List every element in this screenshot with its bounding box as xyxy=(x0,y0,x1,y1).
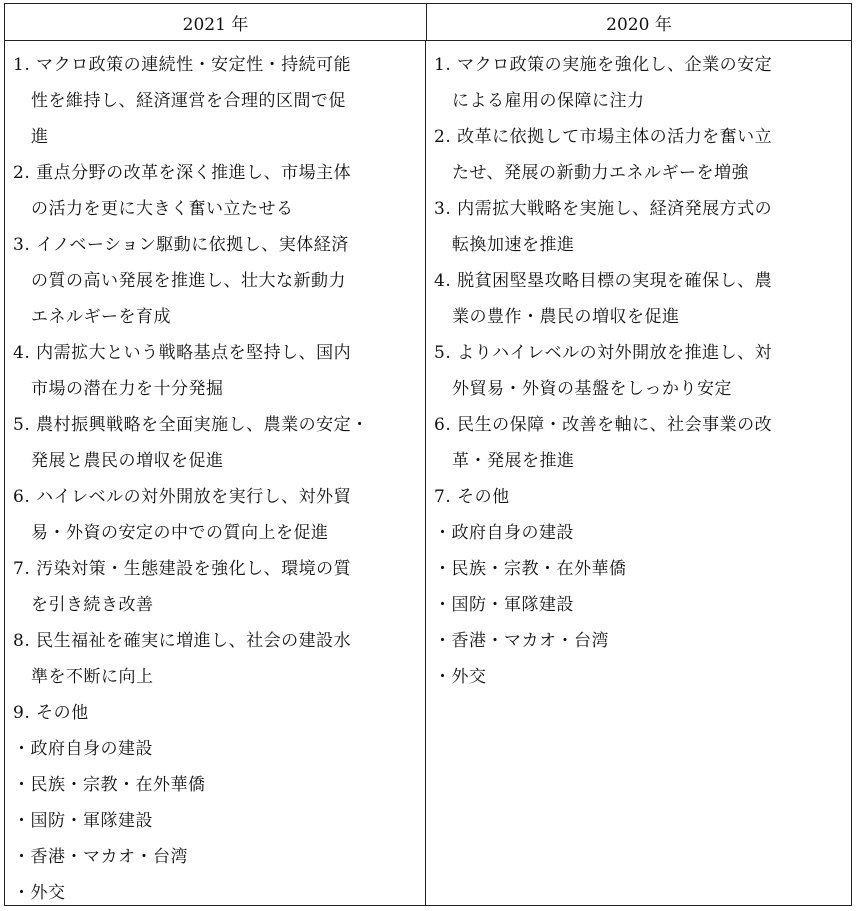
list-item-first-line: 5. よりハイレベルの対外開放を推進し、対 xyxy=(434,343,773,363)
list-item xyxy=(13,227,419,335)
list-item xyxy=(434,191,845,263)
list-item-first-line: 9. その他 xyxy=(13,703,89,723)
list-item xyxy=(434,119,845,191)
bullet-item: ・外交 xyxy=(434,667,487,687)
bullet-item: ・民族・宗教・在外華僑 xyxy=(13,775,206,795)
list-item-first-line: 7. 汚染対策・生態建設を強化し、環境の質 xyxy=(13,559,352,579)
list-item xyxy=(13,623,419,695)
list-item-first-line: 1. マクロ政策の実施を強化し、企業の安定 xyxy=(434,55,773,75)
bullet-item: ・政府自身の建設 xyxy=(13,739,153,759)
list-item-continuation: エネルギーを育成 xyxy=(31,307,171,327)
list-item xyxy=(13,335,419,407)
bullet-item: ・香港・マカオ・台湾 xyxy=(434,631,609,651)
bullet-item: ・国防・軍隊建設 xyxy=(13,811,153,831)
list-item-first-line: 8. 民生福祉を確実に増進し、社会の建設水 xyxy=(13,631,352,651)
list-item xyxy=(434,335,845,407)
list-item-continuation: 業の豊作・農民の増収を促進 xyxy=(452,307,680,327)
table-body-row xyxy=(5,41,851,905)
list-item xyxy=(13,695,419,731)
bullet-item: ・香港・マカオ・台湾 xyxy=(13,847,188,867)
list-item-continuation: を引き続き改善 xyxy=(31,595,154,615)
list-item-continuation: 革・発展を推進 xyxy=(452,451,575,471)
bullet-item: ・外交 xyxy=(13,883,66,903)
column-2021 xyxy=(5,41,426,905)
list-item xyxy=(13,407,419,479)
list-item xyxy=(434,263,845,335)
list-item-first-line: 4. 内需拡大という戦略基点を堅持し、国内 xyxy=(13,343,352,363)
list-item-continuation: 発展と農民の増収を促進 xyxy=(31,451,224,471)
list-item xyxy=(13,47,419,155)
list-item xyxy=(13,479,419,551)
list-item-first-line: 1. マクロ政策の連続性・安定性・持続可能 xyxy=(13,55,352,75)
list-item-continuation: 準を不断に向上 xyxy=(31,667,154,687)
list-item-first-line: 3. イノベーション駆動に依拠し、実体経済 xyxy=(13,235,349,255)
list-item-continuation: たせ、発展の新動力エネルギーを増強 xyxy=(452,163,749,183)
list-item-first-line: 6. ハイレベルの対外開放を実行し、対外貿 xyxy=(13,487,352,507)
list-item-first-line: 2. 重点分野の改革を深く推進し、市場主体 xyxy=(13,163,352,183)
list-item-continuation: 進 xyxy=(31,127,49,147)
list-item-continuation: 易・外資の安定の中での質向上を促進 xyxy=(31,523,329,543)
list-item xyxy=(434,47,845,119)
list-item-continuation: の質の高い発展を推進し、壮大な新動力 xyxy=(31,271,346,291)
bullet-item: ・国防・軍隊建設 xyxy=(434,595,574,615)
column-2020 xyxy=(426,41,851,905)
comparison-table xyxy=(4,3,852,906)
list-item xyxy=(434,479,845,515)
list-item-first-line: 7. その他 xyxy=(434,487,510,507)
list-item-first-line: 5. 農村振興戦略を全面実施し、農業の安定・ xyxy=(13,415,369,435)
bullet-item: ・政府自身の建設 xyxy=(434,523,574,543)
list-item-continuation: 性を維持し、経済運営を合理的区間で促 xyxy=(31,91,346,111)
list-item-continuation: 転換加速を推進 xyxy=(452,235,575,255)
list-item xyxy=(13,551,419,623)
list-item-first-line: 3. 内需拡大戦略を実施し、経済発展方式の xyxy=(434,199,773,219)
table-header-row xyxy=(5,4,851,41)
header-2020: 2020 年 xyxy=(606,14,672,35)
list-item-continuation: の活力を更に大きく奮い立たせる xyxy=(31,199,294,219)
list-item-continuation: 外貿易・外資の基盤をしっかり安定 xyxy=(452,379,732,399)
list-item-first-line: 6. 民生の保障・改善を軸に、社会事業の改 xyxy=(434,415,773,435)
header-2021: 2021 年 xyxy=(5,4,427,40)
bullet-item: ・民族・宗教・在外華僑 xyxy=(434,559,627,579)
list-item xyxy=(434,407,845,479)
list-item-first-line: 4. 脱貧困堅塁攻略目標の実現を確保し、農 xyxy=(434,271,773,291)
list-item-first-line: 2. 改革に依拠して市場主体の活力を奮い立 xyxy=(434,127,773,147)
list-item-continuation: による雇用の保障に注力 xyxy=(452,91,645,111)
list-item-continuation: 市場の潜在力を十分発掘 xyxy=(31,379,224,399)
list-item xyxy=(13,155,419,227)
